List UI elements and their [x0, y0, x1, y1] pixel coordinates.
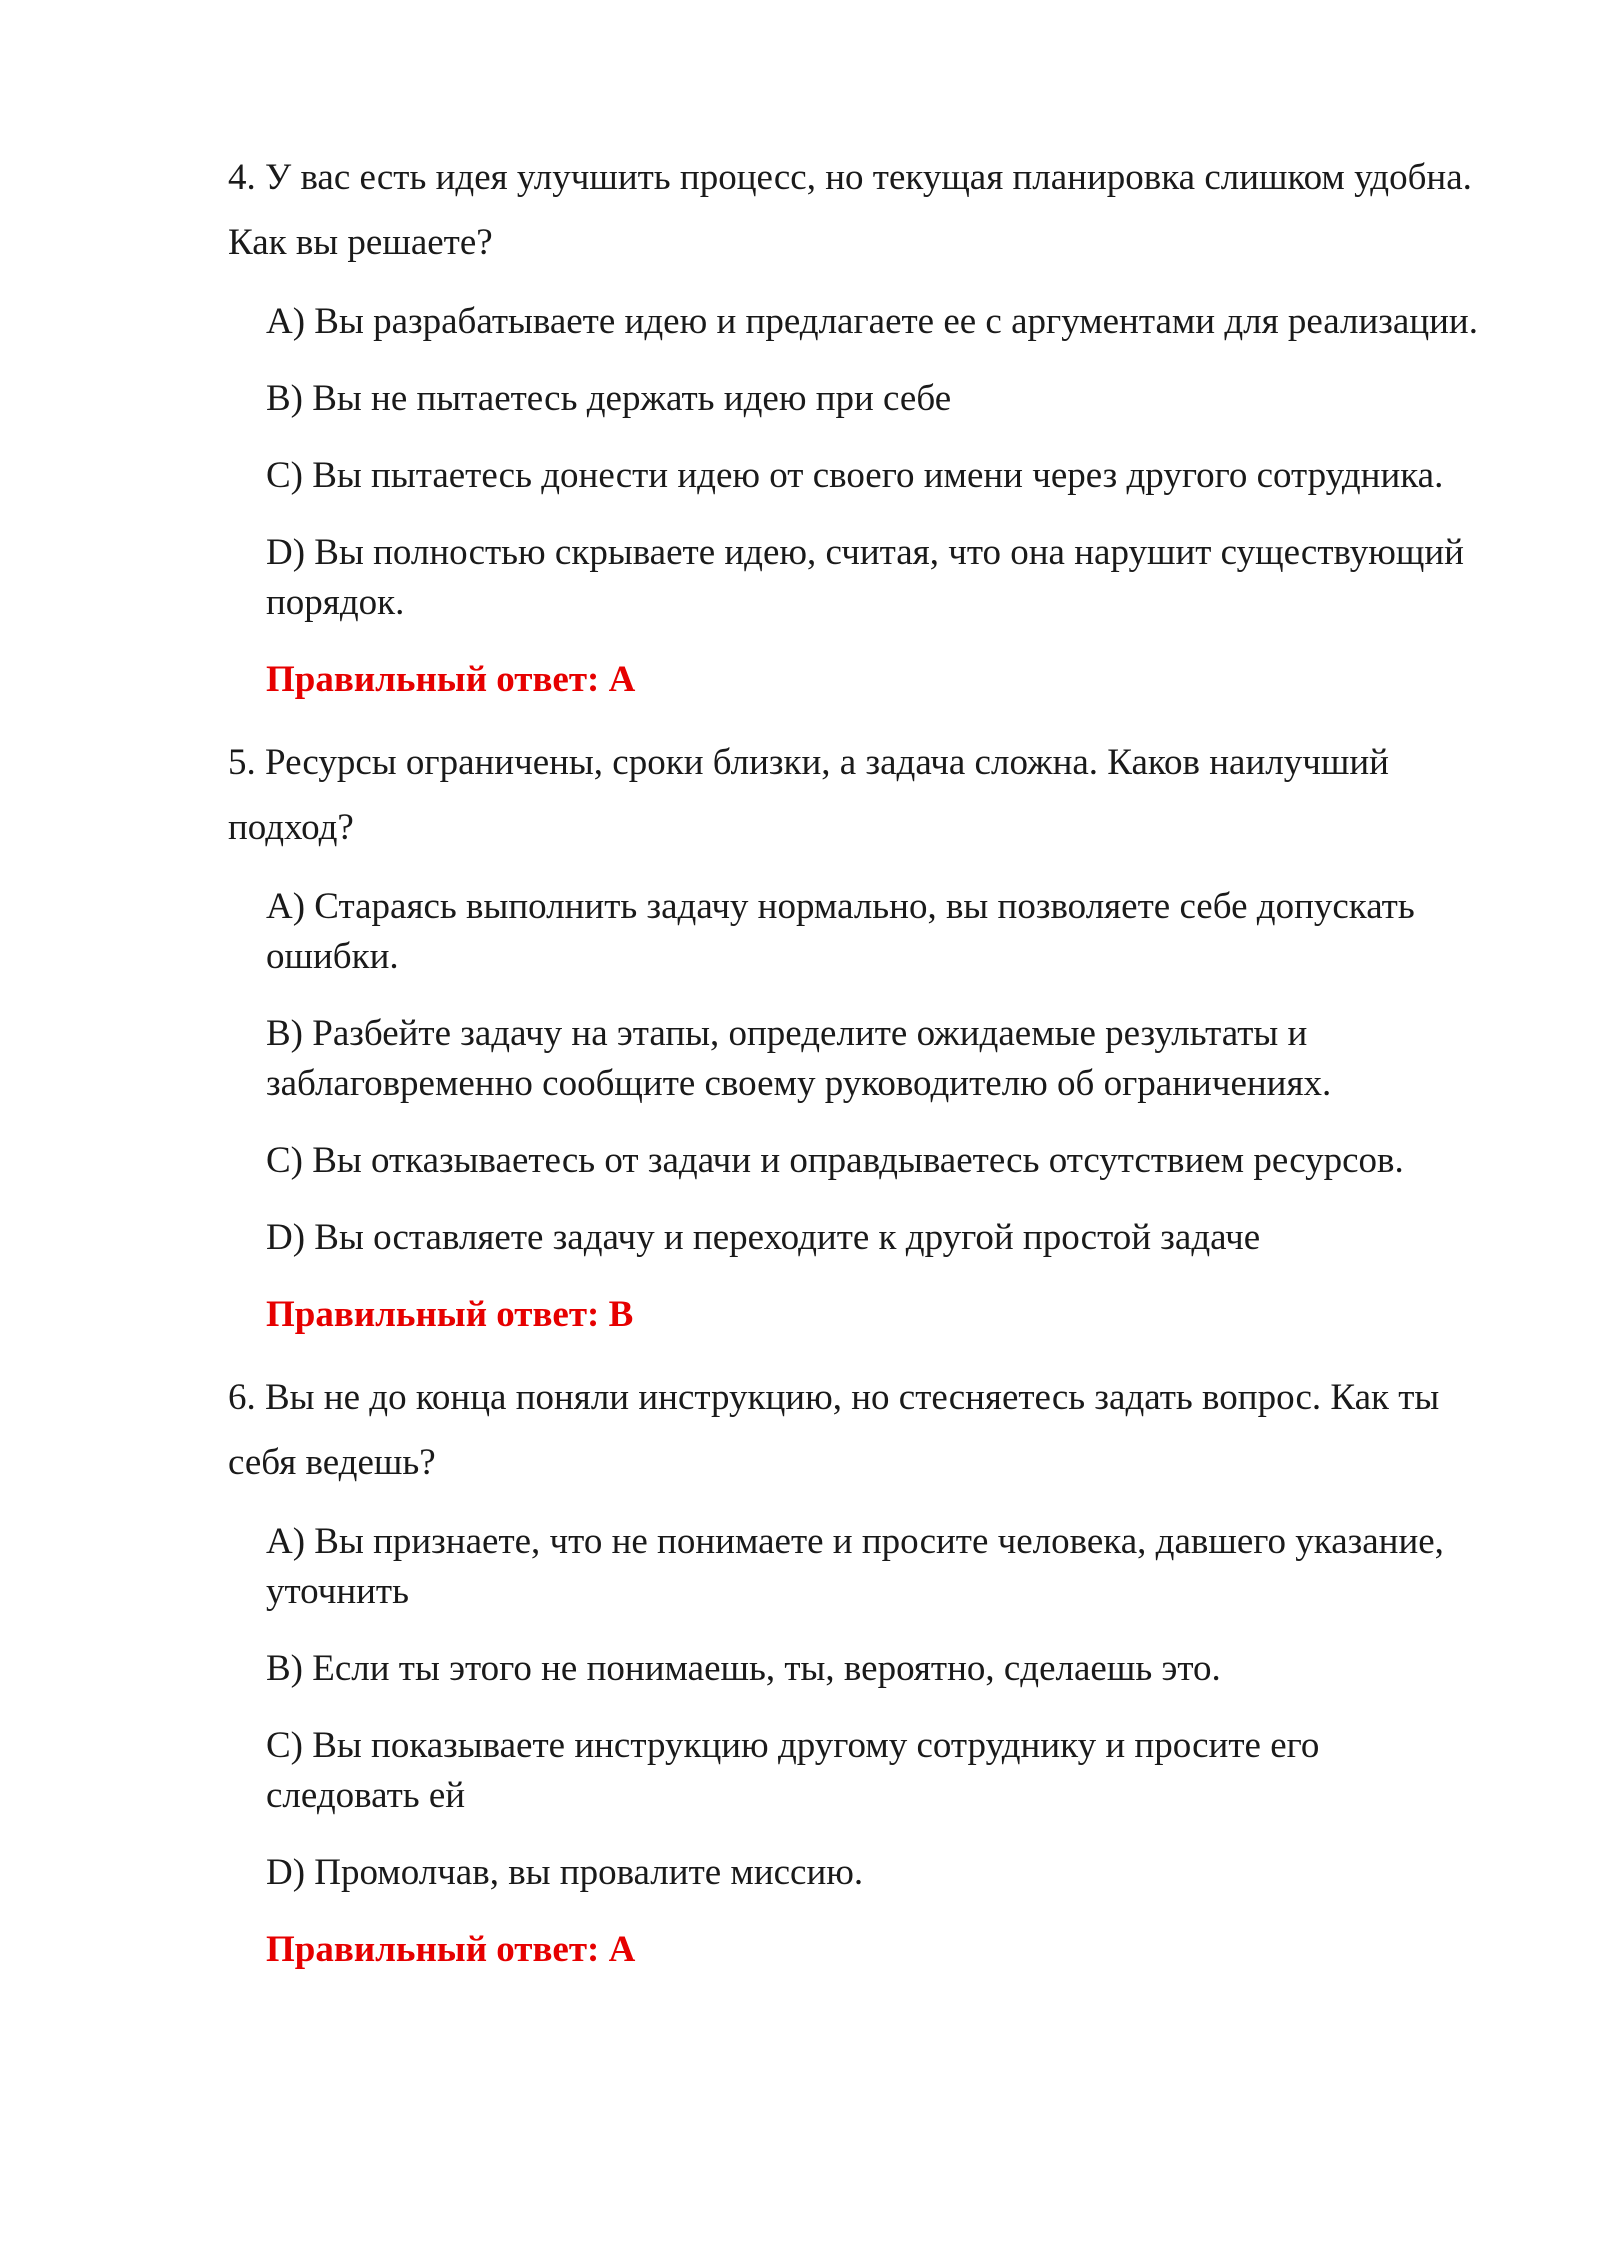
option-a: A) Вы признаете, что не понимаете и просите человека, давшего указание, уточнить	[266, 1521, 1444, 1612]
question-block-4	[228, 145, 1478, 705]
option-d: D) Вы оставляете задачу и переходите к другой простой задаче	[266, 1217, 1261, 1258]
question-block-5	[228, 730, 1478, 1340]
correct-answer: Правильный ответ: A	[266, 659, 636, 700]
option-b: B) Если ты этого не понимаешь, ты, вероятно, сделаешь это.	[266, 1648, 1221, 1689]
correct-answer: Правильный ответ: A	[266, 1929, 636, 1970]
option-b: B) Вы не пытаетесь держать идею при себе	[266, 378, 952, 419]
option-a: A) Стараясь выполнить задачу нормально, вы позволяете себе допускать ошибки.	[266, 886, 1415, 977]
options-list	[266, 1517, 1478, 1898]
correct-answer: Правильный ответ: B	[266, 1294, 634, 1335]
option-c: C) Вы показываете инструкцию другому сотруднику и просите его следовать ей	[266, 1725, 1320, 1816]
option-c: C) Вы пытаетесь донести идею от своего имени через другого сотрудника.	[266, 455, 1444, 496]
option-b: B) Разбейте задачу на этапы, определите ожидаемые результаты и заблаговременно сообщите своему руководителю об ограничениях.	[266, 1013, 1332, 1104]
question-text: 5. Ресурсы ограничены, сроки близки, а задача сложна. Каков наилучший подход?	[228, 742, 1389, 848]
question-block-6	[228, 1365, 1478, 1975]
options-list	[266, 297, 1478, 628]
question-text: 6. Вы не до конца поняли инструкцию, но стесняетесь задать вопрос. Как ты себя ведешь?	[228, 1377, 1440, 1483]
option-d: D) Промолчав, вы провалите миссию.	[266, 1852, 864, 1893]
question-text: 4. У вас есть идея улучшить процесс, но текущая планировка слишком удобна. Как вы решаете?	[228, 157, 1472, 263]
option-a: A) Вы разрабатываете идею и предлагаете ее с аргументами для реализации.	[266, 301, 1478, 342]
document-page	[228, 145, 1478, 2000]
option-d: D) Вы полностью скрываете идею, считая, что она нарушит существующий порядок.	[266, 532, 1464, 623]
option-c: C) Вы отказываетесь от задачи и оправдываетесь отсутствием ресурсов.	[266, 1140, 1404, 1181]
options-list	[266, 882, 1478, 1263]
